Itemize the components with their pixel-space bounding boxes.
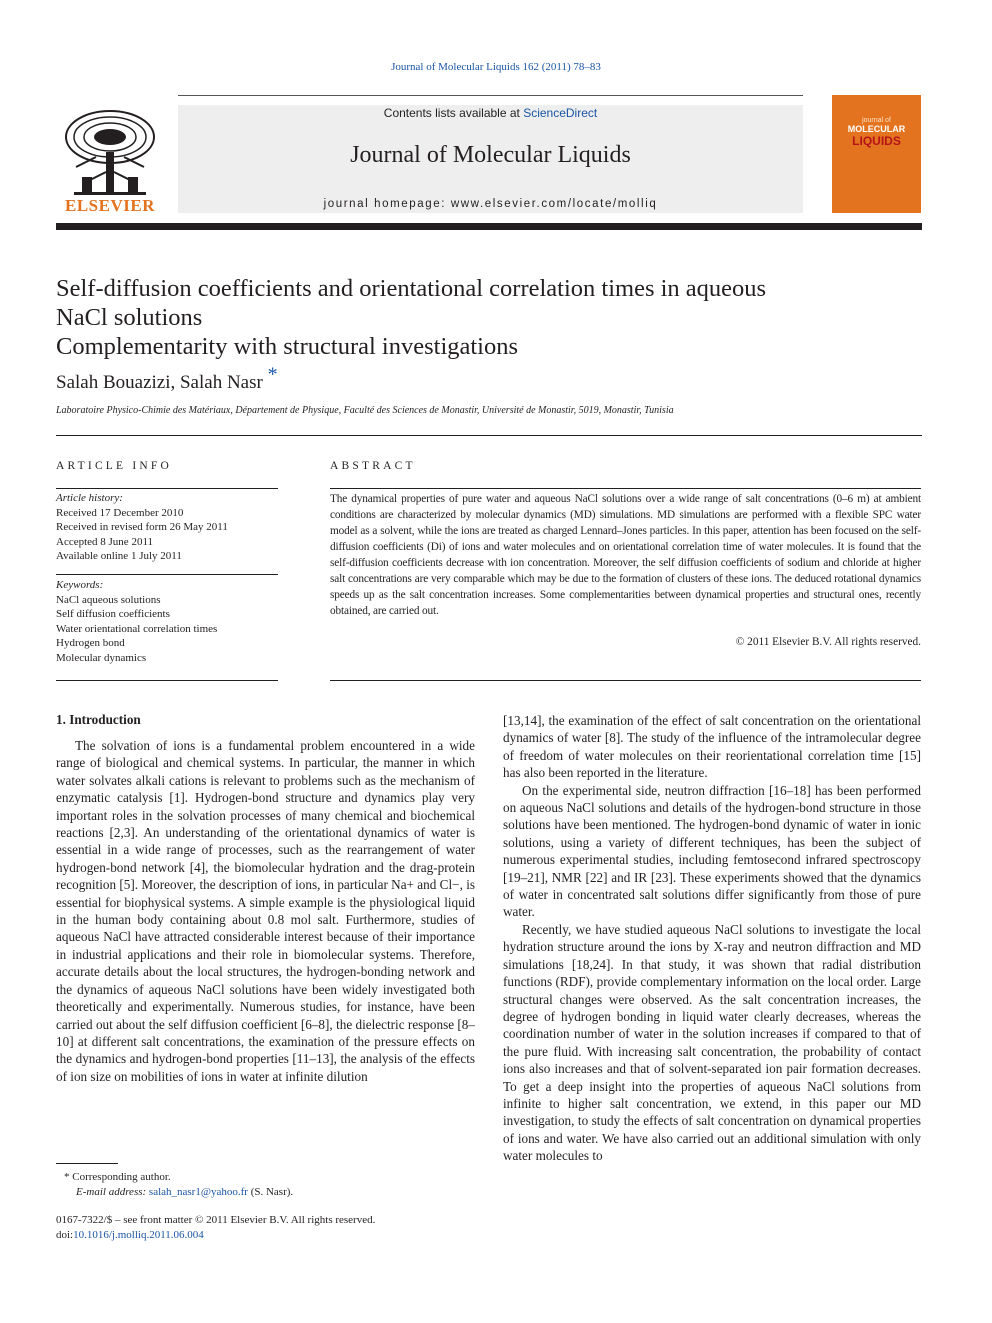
keywords-label: Keywords: <box>56 579 104 591</box>
abstract-copyright: © 2011 Elsevier B.V. All rights reserved. <box>735 636 921 648</box>
journal-name: Journal of Molecular Liquids <box>350 142 631 168</box>
keywords-rule <box>56 574 278 575</box>
journal-cover-thumbnail <box>832 95 921 213</box>
body-column-left <box>56 737 475 1085</box>
affiliation-rule <box>56 435 922 436</box>
keyword-item: Hydrogen bond <box>56 637 125 650</box>
doi-label: doi: <box>56 1228 74 1241</box>
abstract-text: The dynamical properties of pure water and aqueous NaCl solutions over a wide range of salt concentrations (0–6 m) at ambient conditions are characterized by molecular dynamics (MD) simulations. MD simulations are performed with a flexible SPC water model as a solvent, while the ions are treated as charged Lennard–Jones particles. In this paper, attention has been focused on the self-diffusion coefficients (Di) of ions and water molecules and on orientational correlation time of water molecules. It is found that the self-diffusion coefficients decrease with ion concentration. Moreover, the self diffusion coefficients of sodium and chloride at higher salt concentrations are very comparable which may be due to the formation of clusters of these ions. The deduced rotational dynamics speeds up as the salt concentration increases. Some complementarities between dynamical properties and structural ones, recently obtained, are carried out. <box>330 493 921 617</box>
author-names: Salah Bouazizi, Salah Nasr <box>56 372 263 393</box>
authors <box>56 363 278 394</box>
article-title <box>56 274 876 361</box>
article-history <box>56 491 278 564</box>
received-date: Received 17 December 2010 <box>56 506 184 519</box>
body-column-right <box>503 712 921 1165</box>
article-info-rule <box>56 488 278 489</box>
footnote-mark: * <box>64 1171 70 1183</box>
email-suffix: (S. Nasr). <box>250 1186 294 1198</box>
footnote-rule <box>56 1163 118 1164</box>
title-line-1: Self-diffusion coefficients and orientational correlation times in aqueous <box>56 275 767 302</box>
title-line-2: NaCl solutions <box>56 304 203 331</box>
history-label: Article history: <box>56 492 123 504</box>
keyword-item: Water orientational correlation times <box>56 622 218 635</box>
intro-paragraph-continued: [13,14], the examination of the effect of salt concentration on the orientational dynamics of water [8]. The study of the influence of the intramolecular degree of freedom of water molecules on their reorientational correlation time [15] has also been reported in the literature. <box>503 713 921 781</box>
keyword-item: Self diffusion coefficients <box>56 608 170 621</box>
abstract-rule <box>330 488 921 489</box>
email-label: E-mail address: <box>76 1186 147 1198</box>
sciencedirect-link[interactable]: ScienceDirect <box>523 106 598 120</box>
footnote <box>56 1170 293 1200</box>
abstract-bottom-rule <box>330 680 921 681</box>
journal-homepage[interactable]: journal homepage: www.elsevier.com/locate/molliq <box>323 198 658 210</box>
header-thick-rule <box>56 223 922 230</box>
online-date: Available online 1 July 2011 <box>56 550 182 563</box>
keyword-item: Molecular dynamics <box>56 651 147 664</box>
cover-text-liquids: LIQUIDS <box>852 134 901 148</box>
abstract-heading: ABSTRACT <box>330 460 416 472</box>
article-info-heading: ARTICLE INFO <box>56 460 172 472</box>
issn-line: 0167-7322/$ – see front matter © 2011 Elsevier B.V. All rights reserved. <box>56 1214 376 1226</box>
corresponding-author-note: Corresponding author. <box>72 1171 171 1183</box>
keyword-item: NaCl aqueous solutions <box>56 593 161 606</box>
cover-text-molecular: MOLECULAR <box>847 124 906 134</box>
keywords <box>56 578 278 666</box>
section-heading-introduction: 1. Introduction <box>56 712 141 727</box>
contents-prefix: Contents lists available at <box>383 106 524 120</box>
affiliation: Laboratoire Physico-Chimie des Matériaux, Département de Physique, Faculté des Sciences de Monastir, Université de Monastir, 5019, Monastir, Tunisia <box>56 405 674 416</box>
header-top-rule <box>178 95 803 96</box>
journal-citation[interactable]: Journal of Molecular Liquids 162 (2011) 78–83 <box>391 61 601 73</box>
doi-link[interactable]: 10.1016/j.molliq.2011.06.004 <box>73 1228 204 1241</box>
article-info-bottom-rule <box>56 680 278 681</box>
revised-date: Received in revised form 26 May 2011 <box>56 521 228 534</box>
intro-paragraph-1: The solvation of ions is a fundamental problem encountered in a wide range of biological and chemical systems. In particular, the manner in which water solvates alkali cations is relevant to problems such as the mechanism of enzymatic catalysis [1]. Hydrogen-bond structure and dynamics play very important roles in the solvation processes of many chemical and biochemical reactions [2,3]. An understanding of the orientational dynamics of water is essential in a wide range of processes, such as the rearrangement of water hydrogen-bond network [4], the biomolecular hydration and the drag-protein recognition [5]. Moreover, the description of ions, in particular Na+ and Cl−, is essential for biophysical systems. A simple example is the physiological liquid in the human body containing about 0.8 mol salt. Furthermore, studies of aqueous NaCl have attracted considerable interest because of their importance in industrial applications and their role in biomolecular systems. Therefore, accurate details about the local structures, the hydrogen-bonding network and the dynamics of aqueous NaCl solutions have been widely investigated both theoretically and experimentally. Numerous studies, for instance, have been carried out about the self diffusion coefficient [6–8], the dielectric response [8–10] at different salt concentrations, the examination of the pressure effects on the dynamics and hydrogen-bond properties [11–13], the analysis of the effects of ion size on mobilities of ions in water at infinite dilution <box>56 738 475 1084</box>
issn-doi-block <box>56 1213 375 1242</box>
contents-line <box>178 106 803 120</box>
title-line-3: Complementarity with structural investigations <box>56 333 519 360</box>
cover-text-journal-of: journal of <box>862 117 891 124</box>
email-link[interactable]: salah_nasr1@yahoo.fr <box>148 1186 248 1198</box>
intro-paragraph-3: Recently, we have studied aqueous NaCl solutions to investigate the local hydration structure around the ions by X-ray and neutron diffraction and MD simulations [18,24]. In that study, it was shown that radial distribution functions (RDF), provide complementary information on the local order. Large structural changes were observed. As the salt concentration increases, the degree of hydrogen bonding in liquid water clearly decreases, whereas the coordination number of water in the solution increases if compared to that of the pure fluid. With increasing salt concentration, the probability of contact ions also increases and that of solvent-separated ion pair formation decreases. To get a deep insight into the properties of aqueous NaCl solutions from infinite to higher salt concentration, we extend, in this paper our MD investigation, to study the effects of salt concentration on dynamical properties of ions and water. We have also carried out an additional simulation with only water molecules to <box>503 921 921 1164</box>
intro-paragraph-2: On the experimental side, neutron diffraction [16–18] has been performed on aqueous NaCl solutions and details of the hydrogen-bond structure in those solutions have been mentioned. The hydrogen-bond dynamic of water in ionic solutions, using a variety of different techniques, has been the subject of numerous experimental studies, including femtosecond infrared spectroscopy [19–21], NMR [22] and IR [23]. These experiments showed that the dynamics of water in concentrated salt solutions differ significantly from those of pure water. <box>503 782 921 920</box>
accepted-date: Accepted 8 June 2011 <box>56 535 154 548</box>
elsevier-wordmark: ELSEVIER <box>65 196 155 215</box>
corresponding-author-mark[interactable]: * <box>267 363 278 386</box>
